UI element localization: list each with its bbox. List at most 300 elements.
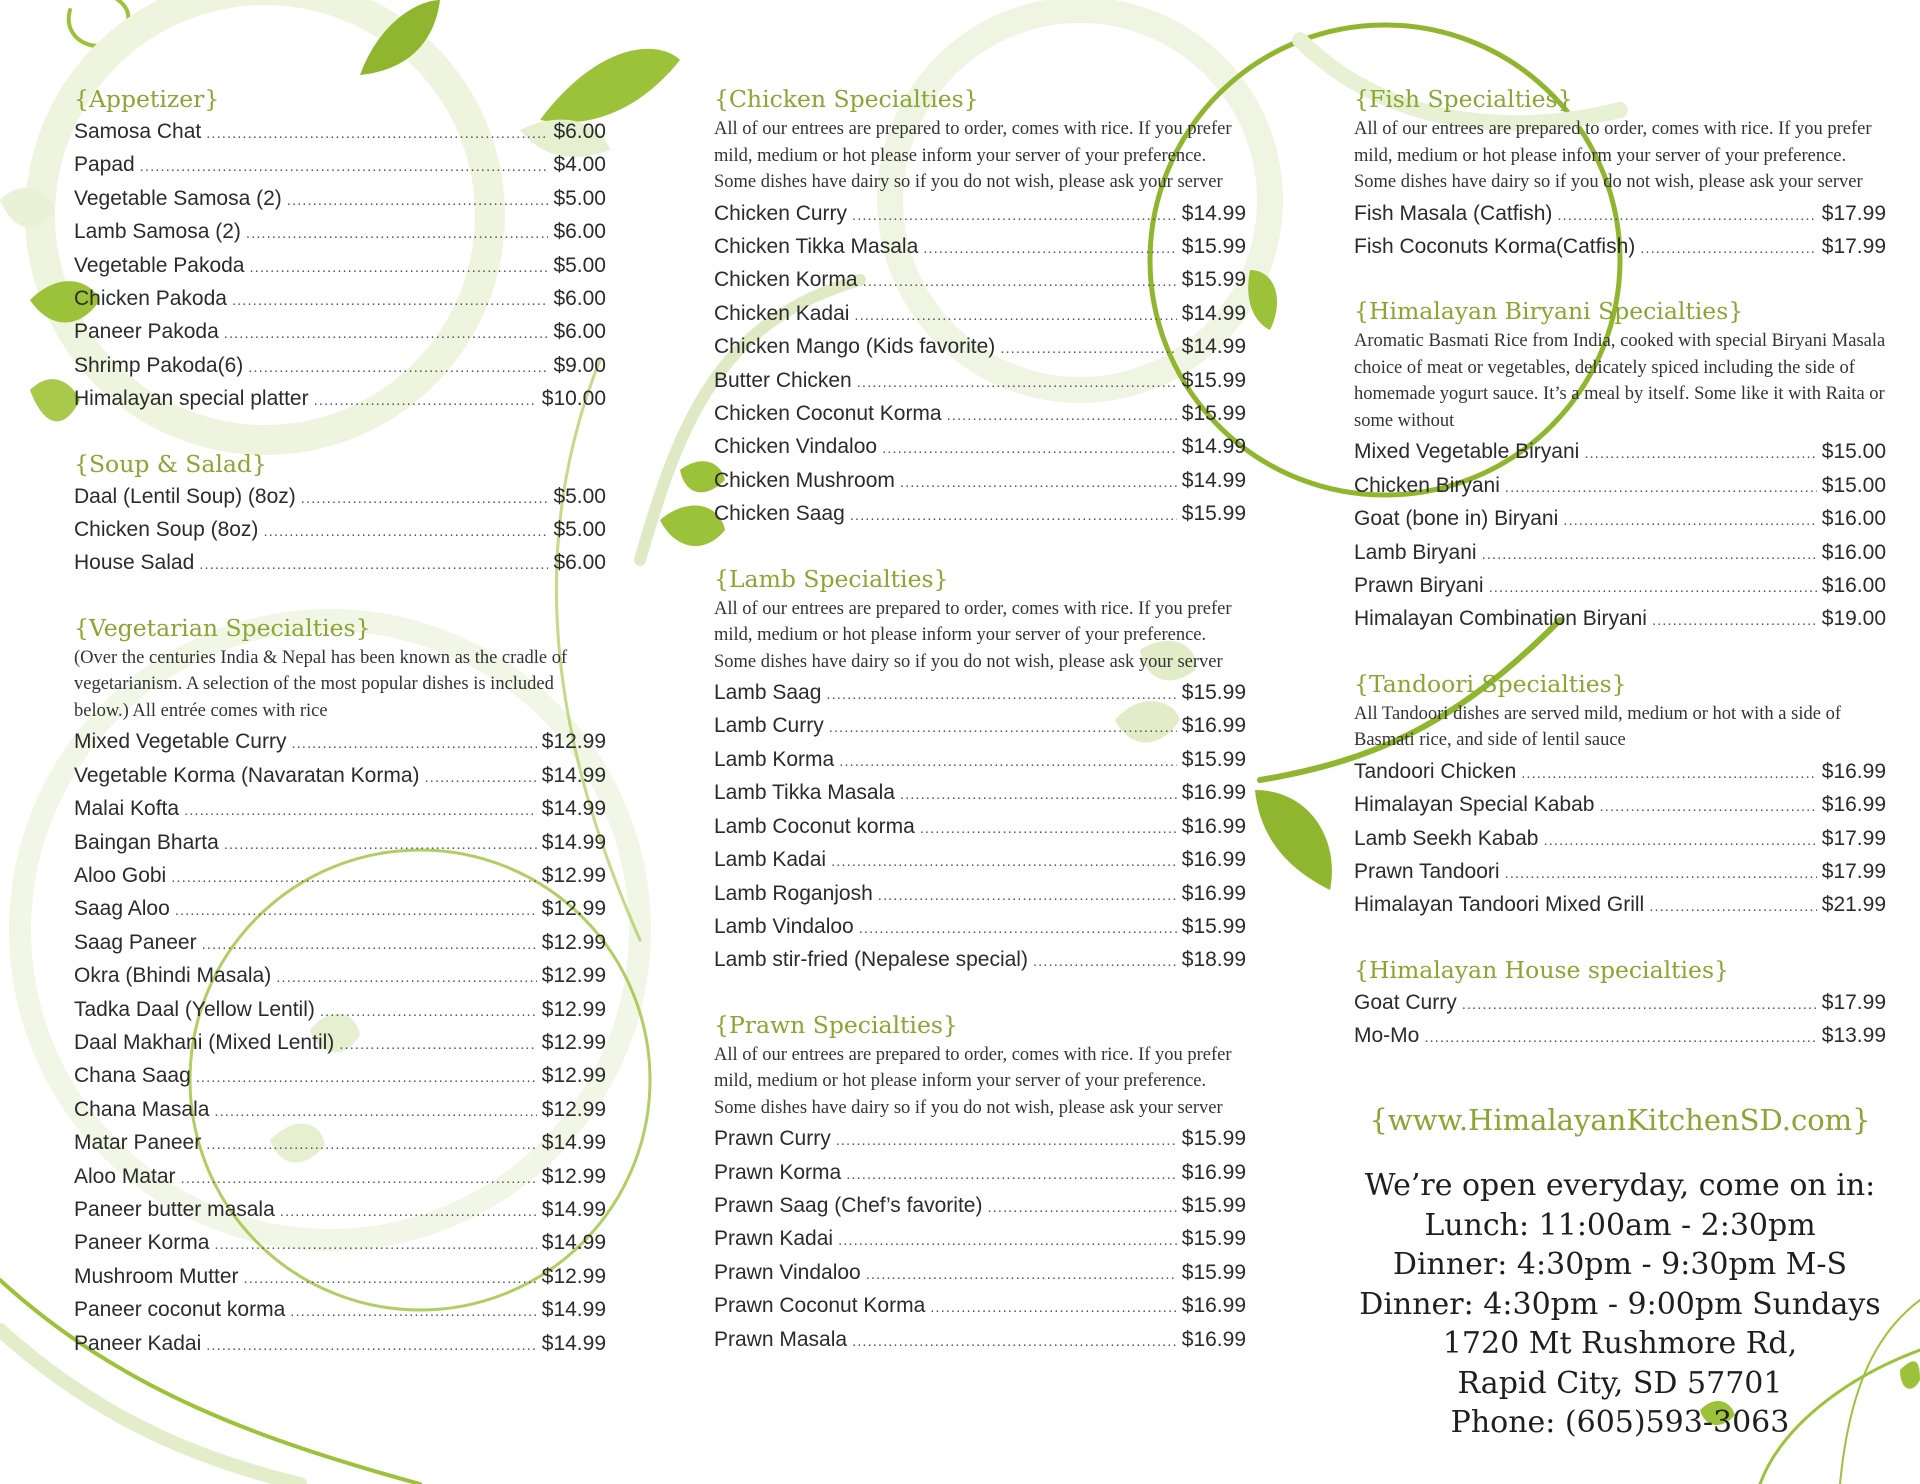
menu-section-soup-salad (74, 447, 606, 581)
menu-item-price: $17.99 (1821, 859, 1886, 883)
menu-item-name: Goat Curry (1354, 990, 1457, 1014)
menu-item (74, 183, 606, 216)
menu-item-name: Vegetable Samosa (2) (74, 186, 282, 210)
menu-item-name: Lamb Seekh Kabab (1354, 826, 1539, 850)
dot-leader (206, 118, 548, 149)
menu-item-name: Prawn Kadai (714, 1227, 834, 1251)
menu-item-price: $12.99 (541, 864, 606, 887)
restaurant-info (1354, 1166, 1886, 1443)
menu-item (74, 1261, 606, 1294)
section-title: {Lamb Specialties} (714, 564, 949, 593)
menu-item-name: House Salad (74, 551, 195, 575)
menu-item (74, 481, 606, 514)
menu-item-price: $14.99 (541, 797, 606, 821)
dot-leader (181, 1163, 537, 1194)
menu-item (714, 431, 1246, 464)
section-title: {Himalayan Biryani Specialties} (1354, 297, 1744, 326)
menu-item-name: Lamb Saag (714, 681, 822, 705)
menu-item-price: $17.99 (1821, 201, 1886, 225)
section-title: {Fish Specialties} (1354, 85, 1573, 113)
menu-item-name: Vegetable Korma (Navaratan Korma) (74, 763, 420, 787)
dot-leader (866, 1259, 1177, 1290)
menu-item (1354, 231, 1886, 264)
menu-item-price: $15.99 (1181, 1260, 1246, 1284)
dot-leader (280, 1196, 537, 1227)
section-description: All Tandoori dishes are served mild, medium or hot with a side of Basmati rice, and side of lentil sauce (1354, 703, 1841, 751)
section-title: {Prawn Specialties} (714, 1010, 958, 1039)
menu-item (714, 944, 1246, 977)
menu-item-price: $16.00 (1821, 540, 1886, 564)
menu-item-name: Okra (Bhindi Masala) (74, 964, 272, 988)
menu-item (74, 827, 606, 860)
dot-leader (857, 367, 1177, 398)
menu-item-name: Chicken Korma (714, 268, 858, 292)
menu-item (714, 677, 1246, 710)
menu-item-price: $15.00 (1821, 440, 1886, 464)
menu-item-name: Lamb Korma (714, 747, 835, 771)
menu-item-price: $5.00 (553, 518, 606, 542)
menu-item-name: Himalayan Special Kabab (1354, 793, 1595, 817)
menu-item-price: $14.99 (541, 1131, 606, 1155)
dot-leader (987, 1192, 1176, 1223)
menu-column-2 (714, 82, 1246, 1387)
address-city: Rapid City, SD 57701 (1457, 1365, 1783, 1401)
dot-leader (852, 200, 1177, 231)
menu-item-name: Mixed Vegetable Curry (74, 730, 287, 754)
menu-item (74, 1161, 606, 1194)
menu-item (714, 231, 1246, 264)
section-title: {Appetizer} (74, 85, 220, 113)
menu-item (714, 465, 1246, 498)
dot-leader (826, 679, 1176, 710)
address-street: 1720 Mt Rushmore Rd, (1442, 1326, 1798, 1361)
menu-item-price: $15.99 (1181, 1127, 1246, 1151)
menu-item (74, 283, 606, 316)
section-description: Aromatic Basmati Rice from India, cooked with special Biryani Masala choice of meat or vegetables, delicately spiced including the side of homemade yogurt sauce. It’s a meal by itself. Some like it with Raita or some without (1354, 331, 1886, 431)
menu-item-price: $13.99 (1821, 1024, 1886, 1048)
menu-section-appetizer (74, 82, 606, 417)
dot-leader (854, 300, 1176, 331)
menu-item-price: $6.00 (553, 287, 606, 311)
dot-leader (838, 1225, 1177, 1256)
menu-item-price: $16.99 (1181, 1327, 1246, 1351)
menu-item-price: $15.99 (1181, 502, 1246, 526)
dot-leader (1640, 233, 1817, 264)
menu-item (714, 1257, 1246, 1290)
menu-item (714, 911, 1246, 944)
menu-item-price: $12.99 (541, 1264, 606, 1288)
menu-item (1354, 856, 1886, 889)
menu-item (1354, 823, 1886, 856)
menu-item-price: $12.99 (541, 964, 606, 988)
menu-item-name: Himalayan special platter (74, 387, 309, 411)
dot-leader (1000, 333, 1176, 364)
menu-item-name: Tadka Daal (Yellow Lentil) (74, 997, 315, 1021)
dot-leader (829, 712, 1177, 743)
menu-item-name: Paneer Pakoda (74, 320, 219, 344)
menu-item-price: $14.99 (541, 1298, 606, 1322)
menu-item-name: Saag Paneer (74, 930, 197, 954)
dot-leader (1557, 200, 1816, 231)
section-description: All of our entrees are prepared to order, comes with rice. If you prefer mild, medium or hot please inform your server of your preference. Some dishes have dairy so if you do not wish, please ask your server (1354, 119, 1872, 192)
dot-leader (246, 218, 549, 249)
dot-leader (1584, 438, 1816, 469)
menu-item-price: $12.99 (541, 1097, 606, 1121)
dot-leader (900, 467, 1177, 498)
menu-item-name: Chicken Tikka Masala (714, 234, 919, 258)
dot-leader (140, 151, 549, 182)
menu-item (1354, 470, 1886, 503)
menu-item (74, 383, 606, 416)
menu-item (74, 1027, 606, 1060)
menu-item-name: Paneer Korma (74, 1231, 210, 1255)
menu-item-name: Lamb Samosa (2) (74, 220, 241, 244)
menu-item-price: $6.00 (553, 551, 606, 575)
menu-item-name: Fish Coconuts Korma(Catfish) (1354, 234, 1636, 258)
menu-section-tandoori-specialties (1354, 667, 1886, 923)
menu-item (714, 365, 1246, 398)
dot-leader (290, 1296, 536, 1327)
menu-item-name: Butter Chicken (714, 368, 852, 392)
dot-leader (206, 1330, 537, 1361)
menu-item-name: Saag Aloo (74, 897, 170, 921)
menu-section-lamb-specialties (714, 562, 1246, 978)
menu-item-price: $16.99 (1821, 759, 1886, 783)
menu-item (74, 514, 606, 547)
section-description: All of our entrees are prepared to order, comes with rice. If you prefer mild, medium or hot please inform your server of your preference. Some dishes have dairy so if you do not wish, please ask your server (714, 598, 1232, 672)
menu-item (714, 264, 1246, 297)
menu-item-price: $14.99 (1181, 468, 1246, 492)
dot-leader (878, 880, 1177, 911)
menu-item-price: $6.00 (553, 320, 606, 344)
menu-item-name: Daal (Lentil Soup) (8oz) (74, 484, 296, 508)
menu-item-name: Lamb Vindaloo (714, 914, 854, 938)
dot-leader (1563, 505, 1816, 536)
menu-item-price: $14.99 (541, 1231, 606, 1255)
menu-item-name: Papad (74, 153, 135, 177)
menu-item (1354, 198, 1886, 231)
menu-item-name: Prawn Coconut Korma (714, 1294, 926, 1318)
menu-item-price: $15.99 (1181, 681, 1246, 705)
menu-item-name: Chicken Vindaloo (714, 435, 878, 459)
dot-leader (320, 996, 537, 1027)
section-title: {Soup & Salad} (74, 449, 267, 478)
menu-item (1354, 436, 1886, 469)
dot-leader (831, 846, 1177, 877)
menu-item-price: $15.99 (1181, 1227, 1246, 1251)
dot-leader (836, 1125, 1177, 1156)
dot-leader (196, 1062, 537, 1093)
dot-leader (224, 318, 549, 349)
menu-item-price: $15.99 (1181, 914, 1246, 938)
menu-item-price: $5.00 (553, 484, 606, 508)
dot-leader (248, 352, 548, 383)
menu-item-price: $15.00 (1821, 473, 1886, 497)
dot-leader (314, 385, 537, 416)
menu-item (74, 316, 606, 349)
menu-item-price: $15.99 (1181, 368, 1246, 392)
dot-leader (206, 1129, 537, 1160)
dot-leader (202, 929, 537, 960)
dot-leader (291, 728, 536, 759)
dot-leader (850, 500, 1177, 531)
menu-item (74, 1194, 606, 1227)
dot-leader (301, 483, 549, 514)
menu-item-price: $12.99 (541, 1164, 606, 1188)
menu-item-name: Chana Masala (74, 1097, 210, 1121)
menu-item (74, 547, 606, 580)
menu-item-name: Baingan Bharta (74, 830, 219, 854)
menu-item-price: $15.99 (1181, 1194, 1246, 1218)
menu-item-name: Prawn Korma (714, 1160, 842, 1184)
menu-item (74, 1060, 606, 1093)
menu-item-name: Aloo Gobi (74, 864, 167, 887)
dinner-hours-mon-sat: Dinner: 4:30pm - 9:30pm M-S (1392, 1247, 1848, 1282)
menu-item (714, 1157, 1246, 1190)
dinner-hours-sunday: Dinner: 4:30pm - 9:00pm Sundays (1359, 1286, 1881, 1322)
menu-item-name: Aloo Matar (74, 1164, 176, 1188)
dot-leader (276, 962, 537, 993)
dot-leader (175, 895, 537, 926)
menu-item-price: $16.99 (1181, 781, 1246, 805)
dot-leader (214, 1229, 536, 1260)
menu-item-name: Prawn Saag (Chef’s favorite) (714, 1194, 983, 1218)
dot-leader (214, 1096, 536, 1127)
menu-item-name: Himalayan Combination Biryani (1354, 607, 1647, 631)
menu-item (714, 1290, 1246, 1323)
menu-item (1354, 1020, 1886, 1053)
menu-item-name: Lamb Roganjosh (714, 881, 873, 905)
dot-leader (930, 1292, 1177, 1323)
menu-item-price: $16.99 (1181, 881, 1246, 905)
menu-item (74, 793, 606, 826)
menu-item-name: Shrimp Pakoda(6) (74, 353, 244, 377)
menu-item-price: $14.99 (541, 763, 606, 787)
menu-item-name: Chicken Pakoda (74, 287, 227, 311)
menu-item-price: $12.99 (541, 730, 606, 754)
menu-item-name: Prawn Masala (714, 1327, 848, 1351)
menu-item-name: Chicken Coconut Korma (714, 401, 942, 425)
menu-section-himalayan-biryani-specialties (1354, 294, 1886, 636)
menu-item-name: Vegetable Pakoda (74, 253, 245, 277)
menu-item-price: $14.99 (541, 1198, 606, 1222)
menu-item-price: $5.00 (553, 186, 606, 210)
menu-item (74, 893, 606, 926)
menu-item-name: Prawn Curry (714, 1127, 831, 1151)
section-title: {Himalayan House specialties} (1354, 955, 1729, 984)
menu-item-name: Mo-Mo (1354, 1024, 1420, 1048)
menu-item-price: $14.99 (1181, 201, 1246, 225)
menu-item-price: $19.00 (1821, 607, 1886, 631)
menu-item-price: $16.00 (1821, 573, 1886, 597)
section-description: (Over the centuries India & Nepal has been known as the cradle of vegetarianism. A selection of the most popular dishes is included below.) All entrée comes with rice (74, 647, 568, 721)
menu-item-name: Chicken Saag (714, 502, 845, 526)
dot-leader (232, 285, 549, 316)
menu-item-price: $16.99 (1181, 1294, 1246, 1318)
dot-leader (171, 862, 537, 893)
menu-item-name: Lamb Biryani (1354, 540, 1477, 564)
menu-item-price: $21.99 (1821, 893, 1886, 917)
section-title: {Chicken Specialties} (714, 85, 979, 113)
menu-item-name: Daal Makhani (Mixed Lentil) (74, 1031, 335, 1055)
dot-leader (839, 746, 1177, 777)
dot-leader (1649, 891, 1817, 922)
menu-item (74, 1328, 606, 1361)
dot-leader (199, 549, 548, 580)
menu-column-1 (74, 82, 606, 1391)
dot-leader (184, 795, 537, 826)
menu-item-name: Paneer butter masala (74, 1198, 275, 1222)
menu-item (1354, 987, 1886, 1020)
menu-item-name: Mixed Vegetable Biryani (1354, 440, 1580, 464)
menu-item-price: $14.99 (1181, 301, 1246, 325)
menu-item (74, 927, 606, 960)
menu-item-name: Lamb Curry (714, 714, 824, 738)
menu-item-name: Chicken Biryani (1354, 473, 1500, 497)
menu-section-vegetarian-specialties (74, 611, 606, 1361)
menu-item-price: $17.99 (1821, 990, 1886, 1014)
menu-item-price: $12.99 (541, 930, 606, 954)
dot-leader (1424, 1022, 1816, 1053)
menu-item-price: $16.99 (1181, 848, 1246, 872)
dot-leader (287, 185, 549, 216)
menu-item-price: $16.99 (1181, 1160, 1246, 1184)
menu-item-price: $16.99 (1181, 814, 1246, 838)
menu-item-price: $14.99 (541, 1331, 606, 1355)
section-description: All of our entrees are prepared to order, comes with rice. If you prefer mild, medium or hot please inform your server of your preference. Some dishes have dairy so if you do not wish, please ask your server (714, 119, 1232, 192)
menu-item-name: Fish Masala (Catfish) (1354, 201, 1553, 225)
dot-leader (859, 913, 1177, 944)
menu-item (74, 149, 606, 182)
menu-item-price: $16.99 (1821, 793, 1886, 817)
menu-item-price: $12.99 (541, 1031, 606, 1055)
menu-item (714, 811, 1246, 844)
menu-item (1354, 603, 1886, 636)
dot-leader (882, 433, 1177, 464)
menu-item-price: $12.99 (541, 997, 606, 1021)
dot-leader (263, 516, 548, 547)
dot-leader (1033, 946, 1177, 977)
menu-item-price: $17.99 (1821, 234, 1886, 258)
menu-item-price: $5.00 (553, 253, 606, 277)
menu-item (74, 216, 606, 249)
menu-item (74, 116, 606, 149)
menu-item-price: $12.99 (541, 1064, 606, 1088)
dot-leader (244, 1263, 537, 1294)
phone-number: Phone: (605)593-3063 (1450, 1405, 1790, 1440)
menu-item-price: $14.99 (1181, 435, 1246, 459)
menu-item-name: Prawn Biryani (1354, 573, 1484, 597)
menu-section-prawn-specialties (714, 1008, 1246, 1357)
menu-item-name: Prawn Tandoori (1354, 859, 1500, 883)
menu-item (74, 860, 606, 893)
menu-item-price: $18.99 (1181, 948, 1246, 972)
dot-leader (1521, 758, 1817, 789)
menu-item-name: Mushroom Mutter (74, 1264, 239, 1288)
website-url[interactable]: {www.HimalayanKitchenSD.com} (1369, 1103, 1871, 1137)
menu-item-name: Paneer Kadai (74, 1331, 202, 1355)
menu-item (714, 198, 1246, 231)
section-title: {Vegetarian Specialties} (74, 613, 371, 642)
menu-item-name: Paneer coconut korma (74, 1298, 286, 1322)
menu-item-name: Goat (bone in) Biryani (1354, 507, 1559, 531)
menu-item (1354, 537, 1886, 570)
menu-item (714, 298, 1246, 331)
menu-item-price: $15.99 (1181, 747, 1246, 771)
menu-item-price: $16.00 (1821, 507, 1886, 531)
menu-item (1354, 756, 1886, 789)
menu-item-price: $6.00 (553, 220, 606, 244)
menu-item-name: Lamb stir-fried (Nepalese special) (714, 948, 1028, 972)
menu-item-name: Chana Saag (74, 1064, 191, 1088)
menu-item-name: Prawn Vindaloo (714, 1260, 861, 1284)
menu-item (74, 1127, 606, 1160)
dot-leader (846, 1159, 1177, 1190)
menu-item (74, 994, 606, 1027)
menu-item (714, 398, 1246, 431)
menu-item-price: $14.99 (541, 830, 606, 854)
menu-item-name: Chicken Mango (Kids favorite) (714, 335, 996, 359)
section-description: All of our entrees are prepared to order, comes with rice. If you prefer mild, medium or hot please inform your server of your preference. Some dishes have dairy so if you do not wish, please ask your server (714, 1044, 1232, 1118)
menu-item-name: Lamb Coconut korma (714, 814, 915, 838)
menu-item-name: Lamb Tikka Masala (714, 781, 895, 805)
menu-item (1354, 789, 1886, 822)
menu-item (714, 1324, 1246, 1357)
menu-item (714, 498, 1246, 531)
menu-item (714, 844, 1246, 877)
menu-section-chicken-specialties (714, 82, 1246, 532)
dot-leader (1652, 605, 1817, 636)
dot-leader (920, 813, 1177, 844)
section-title: {Tandoori Specialties} (1354, 669, 1627, 698)
menu-item (714, 1190, 1246, 1223)
menu-item (74, 760, 606, 793)
dot-leader (339, 1029, 536, 1060)
menu-item-name: Matar Paneer (74, 1131, 202, 1155)
menu-item (74, 250, 606, 283)
menu-item-name: Chicken Curry (714, 201, 848, 225)
menu-item-price: $9.00 (553, 353, 606, 377)
menu-item (714, 710, 1246, 743)
dot-leader (1599, 791, 1816, 822)
open-everyday-text: We’re open everyday, come on in: (1364, 1168, 1876, 1203)
menu-item-name: Tandoori Chicken (1354, 759, 1517, 783)
dot-leader (947, 400, 1177, 431)
menu-item-price: $12.99 (541, 897, 606, 921)
menu-item (714, 744, 1246, 777)
menu-item-price: $15.99 (1181, 234, 1246, 258)
menu-item-name: Malai Kofta (74, 797, 180, 821)
menu-item (74, 1227, 606, 1260)
menu-column-3 (1354, 82, 1886, 1084)
menu-item (74, 350, 606, 383)
dot-leader (1505, 472, 1817, 503)
lunch-hours: Lunch: 11:00am - 2:30pm (1424, 1207, 1816, 1243)
menu-item-price: $4.00 (553, 153, 606, 177)
dot-leader (1489, 572, 1817, 603)
dot-leader (1505, 858, 1817, 889)
menu-section-fish-specialties (1354, 82, 1886, 264)
dot-leader (1462, 989, 1817, 1020)
menu-item (1354, 503, 1886, 536)
dot-leader (1482, 539, 1817, 570)
menu-item-price: $6.00 (553, 120, 606, 143)
menu-item-price: $17.99 (1821, 826, 1886, 850)
menu-item (74, 726, 606, 759)
dot-leader (224, 829, 537, 860)
menu-item-name: Chicken Soup (8oz) (74, 518, 259, 542)
menu-section-himalayan-house-specialties (1354, 953, 1886, 1054)
